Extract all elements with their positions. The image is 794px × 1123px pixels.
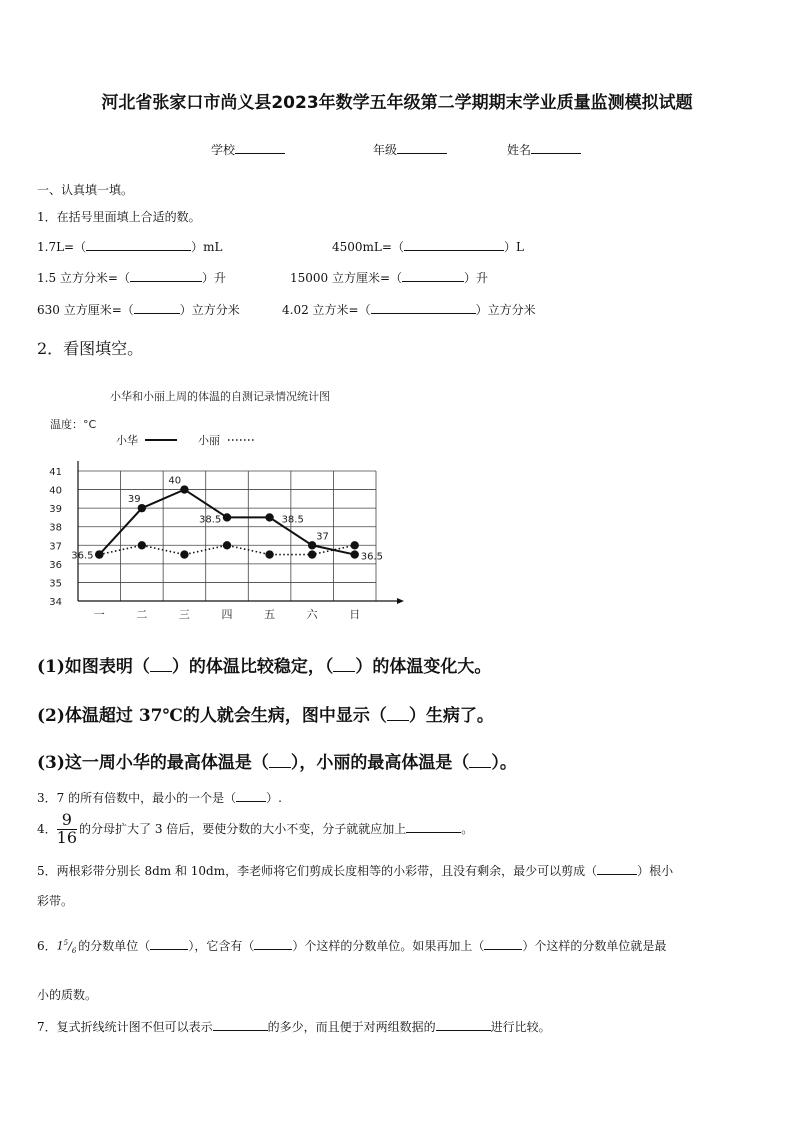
q2-s2-blank[interactable] — [387, 708, 409, 721]
q2-sub3 — [37, 748, 517, 773]
q2-s3-c: ）。 — [491, 753, 517, 773]
q3-pre: 3．7 的所有倍数中，最小的一个是（ — [37, 791, 237, 805]
q1-r2a-blank[interactable] — [130, 269, 202, 282]
q2-s2-b: ）生病了。 — [408, 706, 494, 726]
grade-label: 年级 — [373, 143, 398, 157]
grade-blank[interactable] — [397, 141, 447, 154]
chart-xtick-labels — [94, 608, 360, 621]
q7-blank2[interactable] — [436, 1018, 491, 1031]
xtick-label: 五 — [264, 608, 276, 621]
q1-r2b-post: ）升 — [464, 271, 489, 285]
q1-r2a-post: ）升 — [201, 271, 226, 285]
q6-a: 的分数单位（ — [78, 939, 151, 953]
q7 — [37, 1018, 551, 1035]
page-title: 河北省张家口市尚义县2023年数学五年级第二学期期末学业质量监测模拟试题 — [101, 93, 693, 113]
ytick-label: 41 — [49, 467, 62, 478]
q1-row3-right — [282, 301, 536, 318]
q1-r1b-blank[interactable] — [404, 238, 504, 251]
section-heading: 一、认真填一填。 — [37, 183, 134, 197]
ytick-label: 39 — [49, 504, 62, 516]
ytick-label: 40 — [49, 485, 62, 497]
q1-r3a-blank[interactable] — [134, 301, 180, 314]
data-point-xiaoli — [223, 541, 231, 549]
q1-row1-right — [332, 238, 524, 255]
q3-blank[interactable] — [236, 789, 266, 802]
chart-legend — [116, 433, 256, 447]
data-point-xiaohua — [180, 485, 188, 493]
name-field — [507, 141, 581, 158]
q3-post: ）. — [266, 791, 282, 805]
temperature-chart — [30, 380, 420, 628]
q1-row3-left — [37, 301, 240, 318]
q2-s2-a: (2)体温超过 37℃的人就会生病，图中显示（ — [37, 706, 387, 726]
q4-frac-den: 16 — [56, 827, 77, 847]
q4-frac-num: 9 — [57, 812, 77, 830]
data-label-xiaohua: 37 — [316, 531, 329, 543]
q1-text: 1．在括号里面填上合适的数。 — [37, 210, 201, 224]
chart-series — [71, 476, 383, 563]
data-label-xiaohua: 36.5 — [360, 551, 383, 563]
q2-text: 2．看图填空。 — [37, 339, 144, 358]
data-point-xiaohua — [308, 541, 316, 549]
q1-r3b-blank[interactable] — [371, 301, 476, 314]
legend-label-xiaoli: 小丽 — [198, 434, 220, 447]
data-label-xiaohua: 38.5 — [281, 514, 304, 526]
ytick-label: 36 — [49, 559, 62, 571]
q6-d: ）个这样的分数单位就是最 — [522, 939, 667, 953]
q2-sub1 — [37, 652, 491, 677]
chart-ytick-labels — [49, 467, 62, 608]
q1-r2a-pre: 1.5 立方分米=（ — [37, 271, 130, 285]
data-point-xiaoli — [265, 550, 273, 558]
q2-s3-a: (3)这一周小华的最高体温是（ — [37, 753, 269, 773]
q5-b: ）根小 — [637, 864, 674, 878]
q4-fraction — [57, 812, 77, 847]
ytick-label: 35 — [49, 578, 62, 590]
q4-end: 。 — [461, 821, 474, 836]
ytick-label: 34 — [49, 597, 62, 608]
data-point-xiaohua — [223, 513, 231, 521]
data-label-xiaohua: 38.5 — [199, 514, 222, 526]
xtick-label: 三 — [178, 608, 190, 621]
ytick-label: 38 — [49, 522, 62, 534]
data-point-xiaoli — [95, 550, 103, 558]
q1-row2-left — [37, 269, 226, 286]
grade-field — [373, 141, 447, 158]
q6-whole: 1 — [56, 939, 64, 953]
xtick-label: 一 — [93, 608, 105, 621]
legend-label-xiaohua: 小华 — [116, 434, 138, 447]
q1-r1a-post: ）mL — [191, 240, 223, 254]
data-point-xiaohua — [351, 550, 359, 558]
data-point-xiaoli — [308, 550, 316, 558]
q2-s3-b: ），小丽的最高体温是（ — [290, 753, 470, 773]
data-label-xiaohua: 40 — [168, 475, 182, 487]
q5-a: 5．两根彩带分别长 8dm 和 10dm，李老师将它们剪成长度相等的小彩带，且没有剩余，最少可以剪成（ — [37, 864, 598, 878]
q6-line2: 小的质数。 — [37, 988, 98, 1002]
q1-r1b-pre: 4500mL=（ — [332, 240, 404, 254]
school-label: 学校 — [211, 143, 236, 157]
q1-r1b-post: ）L — [503, 240, 524, 254]
q7-a: 7．复式折线统计图不但可以表示 — [37, 1020, 213, 1034]
x-axis-arrow — [397, 598, 404, 604]
q1-r2b-pre: 15000 立方厘米=（ — [290, 271, 403, 285]
xtick-label: 四 — [221, 608, 233, 621]
q6-mixed-number: $1^5/_6$ — [56, 938, 77, 955]
q5-line1 — [37, 862, 673, 879]
school-blank[interactable] — [235, 141, 285, 154]
q2-s3-blank2[interactable] — [469, 755, 491, 768]
q5-blank[interactable] — [597, 862, 637, 875]
q2-s1-a: (1)如图表明（ — [37, 657, 150, 677]
xtick-label: 六 — [306, 608, 318, 621]
q6-b: ），它含有（ — [188, 939, 255, 953]
xtick-label: 日 — [349, 608, 361, 621]
q2-s1-b: ）的体温比较稳定，（ — [171, 657, 334, 677]
q1-r1a-pre: 1.7L=（ — [37, 240, 87, 254]
q2-s1-blank2[interactable] — [333, 659, 355, 672]
q1-row2-right — [290, 269, 488, 286]
xtick-label: 二 — [136, 608, 148, 621]
q6-blank1[interactable] — [150, 937, 188, 950]
q1-r2b-blank[interactable] — [402, 269, 464, 282]
q1-r3b-pre: 4.02 立方米=（ — [282, 303, 371, 317]
q1-r3a-post: ）立方分米 — [179, 303, 240, 317]
q7-c: 进行比较。 — [490, 1020, 551, 1034]
q6-c: ）个这样的分数单位。如果再加上（ — [292, 939, 485, 953]
data-point-xiaoli — [351, 541, 359, 549]
q6-num-top: 5 — [63, 938, 69, 947]
q6-blank3[interactable] — [484, 937, 522, 950]
q6-den: 6 — [71, 946, 77, 955]
q1-r1a-blank[interactable] — [86, 238, 191, 251]
q1-r3b-post: ）立方分米 — [475, 303, 536, 317]
data-point-xiaohua — [265, 513, 273, 521]
q1-r3a-pre: 630 立方厘米=（ — [37, 303, 134, 317]
q2-s3-blank1[interactable] — [269, 755, 291, 768]
data-point-xiaoli — [180, 550, 188, 558]
q4-text: 的分母扩大了 3 倍后，要使分数的大小不变，分子就就应加上 — [79, 821, 407, 836]
q7-b: 的多少，而且便于对两组数据的 — [267, 1020, 436, 1034]
q6-num: 6． — [37, 939, 57, 953]
q2-s1-c: ）的体温变化大。 — [355, 657, 492, 677]
q4 — [37, 812, 473, 847]
q1-row1-left — [37, 238, 222, 255]
data-label-xiaohua: 39 — [127, 494, 141, 506]
name-blank[interactable] — [531, 141, 581, 154]
chart-title: 小华和小丽上周的体温的自测记录情况统计图 — [110, 390, 330, 403]
ytick-label: 37 — [49, 541, 62, 553]
data-point-xiaohua — [138, 504, 146, 512]
chart-ylabel: 温度：°C — [50, 418, 97, 431]
q3 — [37, 789, 282, 806]
q6-line1 — [37, 937, 666, 954]
school-field — [211, 141, 285, 158]
q4-num: 4． — [37, 821, 57, 836]
q4-blank[interactable] — [406, 820, 461, 833]
name-label: 姓名 — [507, 143, 532, 157]
chart-grid — [78, 471, 376, 601]
data-label-xiaohua: 36.5 — [71, 550, 94, 562]
q7-blank1[interactable] — [213, 1018, 268, 1031]
q2-sub2 — [37, 701, 494, 726]
q6-blank2[interactable] — [254, 937, 292, 950]
q2-s1-blank1[interactable] — [150, 659, 172, 672]
data-point-xiaoli — [138, 541, 146, 549]
q5-line2: 彩带。 — [37, 894, 74, 908]
